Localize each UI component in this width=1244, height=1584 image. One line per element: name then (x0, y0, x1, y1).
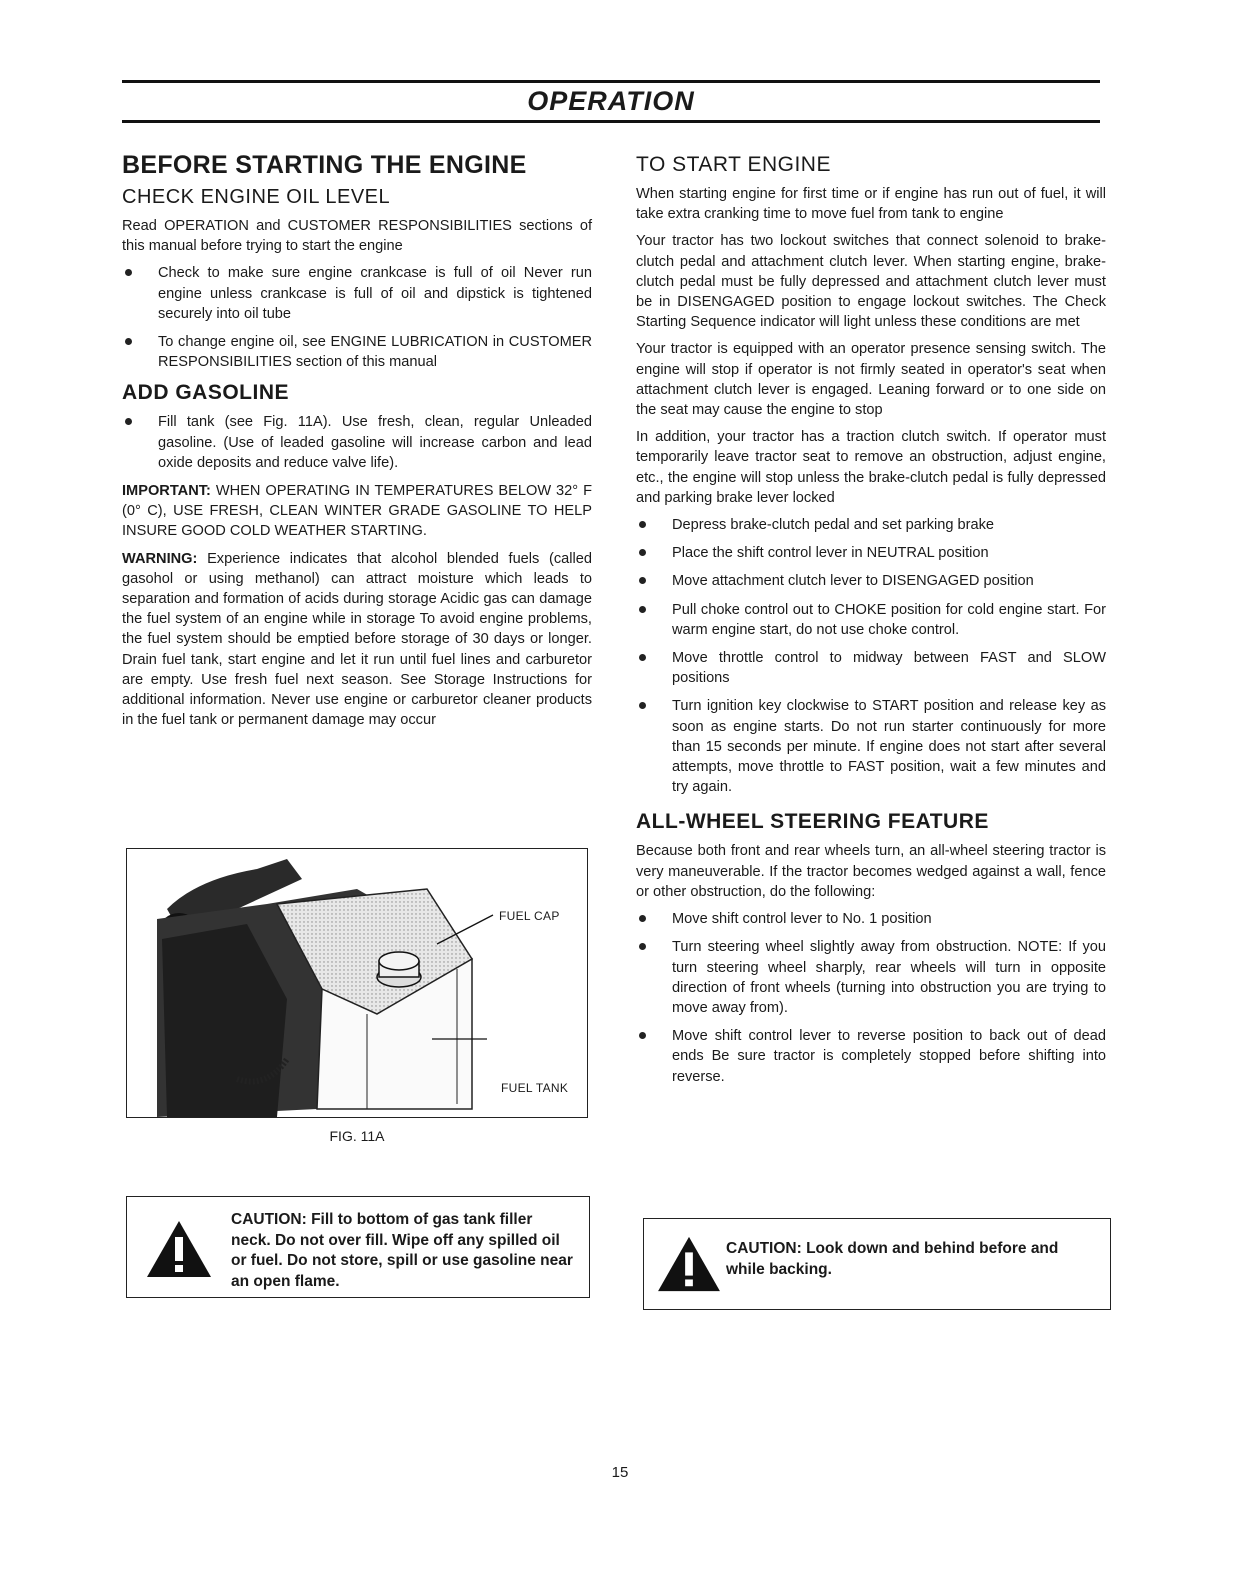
start-paragraph: When starting engine for first time or if engine has run out of fuel, it will take extra cranking time to move fuel from tank to engine (636, 186, 1106, 223)
list-item: Fill tank (see Fig. 11A). Use fresh, clean, regular Unleaded gasoline. (Use of leaded gasoline will increase carbon and lead oxide deposits and reduce valve life). (122, 412, 592, 473)
fuel-tank-label: FUEL TANK (501, 1081, 569, 1095)
header-rule-bottom (122, 120, 1100, 123)
list-item: Turn steering wheel slightly away from obstruction. NOTE: If you turn steering wheel sharply, rear wheels will turn in opposite direction of front wheels (turning into obstruction you are trying to move away from). (636, 937, 1106, 1018)
start-heading: TO START ENGINE (636, 153, 831, 176)
bullet-icon (125, 269, 132, 276)
bullet-icon (639, 577, 646, 584)
list-item: Pull choke control out to CHOKE position for cold engine start. For warm engine start, do not use choke control. (636, 600, 1106, 640)
oil-intro: Read OPERATION and CUSTOMER RESPONSIBILITIES sections of this manual before trying to start the engine (122, 218, 592, 255)
start-paragraph: Your tractor is equipped with an operator presence sensing switch. The engine will stop if operator is not firmly seated in operator's seat when attachment clutch lever is engaged. Leaning forward or to one side on the seat may cause the engine to stop (636, 341, 1106, 419)
figure-caption: FIG. 11A (329, 1128, 385, 1144)
bullet-icon (125, 338, 132, 345)
list-item: Move shift control lever to No. 1 position (636, 909, 1106, 929)
fuel-cap-label: FUEL CAP (499, 909, 560, 923)
oil-bullets (122, 263, 592, 372)
page-number: 15 (611, 1464, 629, 1481)
gas-bullets (122, 412, 592, 473)
steering-intro: Because both front and rear wheels turn, an all-wheel steering tractor is very maneuverable. If the tractor becomes wedged against a wall, fence or other obstruction, do the following: (636, 843, 1106, 900)
list-item: To change engine oil, see ENGINE LUBRICATION in CUSTOMER RESPONSIBILITIES section of this manual (122, 332, 592, 372)
bullet-icon (639, 549, 646, 556)
fuel-tank-illustration (127, 849, 587, 1117)
oil-heading: CHECK ENGINE OIL LEVEL (122, 186, 391, 208)
right-column (636, 148, 1106, 1095)
bullet-icon (639, 1032, 646, 1039)
caution-text-fuel: CAUTION: Fill to bottom of gas tank filler neck. Do not over fill. Wipe off any spilled oil or fuel. Do not store, spill or use gasoline near an open flame. (231, 1211, 573, 1290)
list-item: Move attachment clutch lever to DISENGAGED position (636, 571, 1106, 591)
bullet-icon (639, 943, 646, 950)
page-title: BEFORE STARTING THE ENGINE (122, 151, 527, 179)
caution-box-backing (643, 1218, 1111, 1310)
list-item: Move throttle control to midway between FAST and SLOW positions (636, 648, 1106, 688)
caution-box-fuel (126, 1196, 590, 1298)
bullet-icon (639, 654, 646, 661)
list-item: Place the shift control lever in NEUTRAL position (636, 543, 1106, 563)
list-item: Check to make sure engine crankcase is full of oil Never run engine unless crankcase is full of oil and dipstick is tightened securely into oil tube (122, 263, 592, 324)
bullet-icon (639, 521, 646, 528)
section-header: OPERATION (527, 86, 695, 116)
list-item: Turn ignition key clockwise to START position and release key as soon as engine starts. Do not run starter continuously for more than 15 seconds per minute. If engine does not start after several attempts, move throttle to FAST position, wait a few minutes and try again. (636, 696, 1106, 797)
left-column (122, 148, 592, 737)
steering-steps (636, 909, 1106, 1087)
bullet-icon (639, 702, 646, 709)
bullet-icon (639, 606, 646, 613)
start-paragraph: In addition, your tractor has a traction clutch switch. If operator must temporarily leave tractor seat to remove an obstruction, adjust engine, etc., the engine will stop unless the brake-clutch pedal is fully depressed and parking brake lever locked (636, 429, 1106, 506)
steering-heading: ALL-WHEEL STEERING FEATURE (636, 810, 989, 834)
fuel-tank-figure (126, 848, 588, 1118)
warning-note: WARNING: Experience indicates that alcohol blended fuels (called gasohol or using methanol) can attract moisture which leads to separation and formation of acids during storage Acidic gas can damage the fuel system of an engine while in storage To avoid engine problems, the fuel system should be emptied before storage of 30 days or longer. Drain fuel tank, start engine and let it run until fuel lines and carburetor are empty. Use fresh fuel next season. See Storage Instructions for additional information. Never use engine or carburetor cleaner products in the fuel tank or permanent damage may occur (122, 550, 592, 729)
gas-heading: ADD GASOLINE (122, 381, 290, 405)
warning-triangle-icon (145, 1219, 213, 1279)
start-steps (636, 515, 1106, 797)
bullet-icon (125, 418, 132, 425)
caution-text-backing: CAUTION: Look down and behind before and while backing. (726, 1240, 1059, 1278)
list-item: Depress brake-clutch pedal and set parking brake (636, 515, 1106, 535)
list-item: Move shift control lever to reverse position to back out of dead ends Be sure tractor is completely stopped before shifting into reverse. (636, 1026, 1106, 1087)
bullet-icon (639, 915, 646, 922)
warning-triangle-icon (656, 1235, 722, 1293)
important-note: IMPORTANT: WHEN OPERATING IN TEMPERATURES BELOW 32° F (0° C), USE FRESH, CLEAN WINTER GRADE GASOLINE TO HELP INSURE GOOD COLD WEATHER STARTING. (122, 483, 592, 540)
header-rule-top (122, 80, 1100, 83)
start-paragraph: Your tractor has two lockout switches that connect solenoid to brake-clutch pedal and attachment clutch lever. When starting engine, brake-clutch pedal must be fully depressed and attachment clutch lever must be in DISENGAGED position to engage lockout switches. The Check Starting Sequence indicator will light unless these conditions are met (636, 233, 1106, 331)
